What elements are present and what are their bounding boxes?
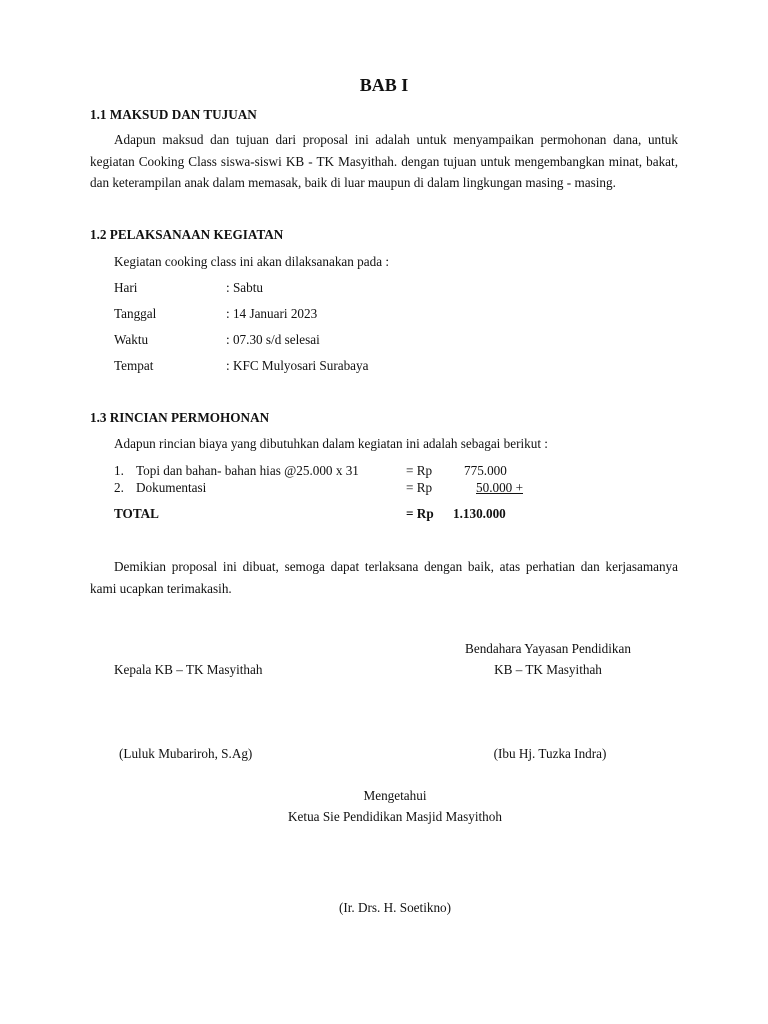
cost-item-number: 1. xyxy=(114,463,124,478)
acknowledged-label: Mengetahui xyxy=(363,788,427,803)
pelaksanaan-intro: Kegiatan cooking class ini akan dilaksanakan pada : xyxy=(114,254,390,269)
cost-item-description: Topi dan bahan- bahan hias @25.000 x 31 xyxy=(136,463,359,478)
rincian-intro: Adapun rincian biaya yang dibutuhkan dalam kegiatan ini adalah sebagai berikut : xyxy=(114,436,548,451)
schedule-value-tanggal: : 14 Januari 2023 xyxy=(226,306,318,321)
schedule-value-hari: : Sabtu xyxy=(226,280,263,295)
schedule-value-tempat: : KFC Mulyosari Surabaya xyxy=(226,358,369,373)
treasurer-signature-name: (Ibu Hj. Tuzka Indra) xyxy=(493,746,607,761)
paragraph-text: Adapun maksud dan tujuan dari proposal ini adalah untuk menyampaikan permohonan dana, untuk kegiatan Cooking Class siswa-siswi KB - TK Masyithah. dengan tujuan untuk mengembangkan minat, bakat, dan keterampilan anak dalam memasak, baik di luar maupun di dalam lingkungan masing - masing. xyxy=(90,132,678,190)
section-heading-maksud: 1.1 MAKSUD DAN TUJUAN xyxy=(90,107,257,122)
head-title: Kepala KB – TK Masyithah xyxy=(114,662,263,677)
cost-item-amount: 775.000 xyxy=(464,463,507,478)
cost-item-equals: = Rp xyxy=(406,480,433,495)
section-paragraph-maksud xyxy=(90,129,678,194)
schedule-label-tempat: Tempat xyxy=(114,358,154,373)
schedule-value-waktu: : 07.30 s/d selesai xyxy=(226,332,320,347)
chair-signature-name: (Ir. Drs. H. Soetikno) xyxy=(338,900,452,915)
total-equals: = Rp xyxy=(406,506,434,521)
total-amount: 1.130.000 xyxy=(453,506,506,521)
chapter-title: BAB I xyxy=(359,75,409,95)
schedule-label-hari: Hari xyxy=(114,280,138,295)
head-signature-name: (Luluk Mubariroh, S.Ag) xyxy=(119,746,253,761)
cost-item-number: 2. xyxy=(114,480,124,495)
treasurer-organization: KB – TK Masyithah xyxy=(494,662,602,677)
section-heading-rincian: 1.3 RINCIAN PERMOHONAN xyxy=(90,410,270,425)
cost-item-amount: 50.000 + xyxy=(476,480,523,495)
chair-title: Ketua Sie Pendidikan Masjid Masyithoh xyxy=(288,809,502,824)
schedule-label-tanggal: Tanggal xyxy=(114,306,157,321)
cost-item-description: Dokumentasi xyxy=(136,480,207,495)
treasurer-title: Bendahara Yayasan Pendidikan xyxy=(465,641,631,656)
closing-paragraph xyxy=(90,556,678,599)
cost-item-equals: = Rp xyxy=(406,463,433,478)
section-heading-pelaksanaan: 1.2 PELAKSANAAN KEGIATAN xyxy=(90,227,284,242)
schedule-label-waktu: Waktu xyxy=(114,332,149,347)
closing-text: Demikian proposal ini dibuat, semoga dapat terlaksana dengan baik, atas perhatian dan kerjasamanya kami ucapkan terimakasih. xyxy=(90,559,678,596)
total-label: TOTAL xyxy=(114,506,159,521)
